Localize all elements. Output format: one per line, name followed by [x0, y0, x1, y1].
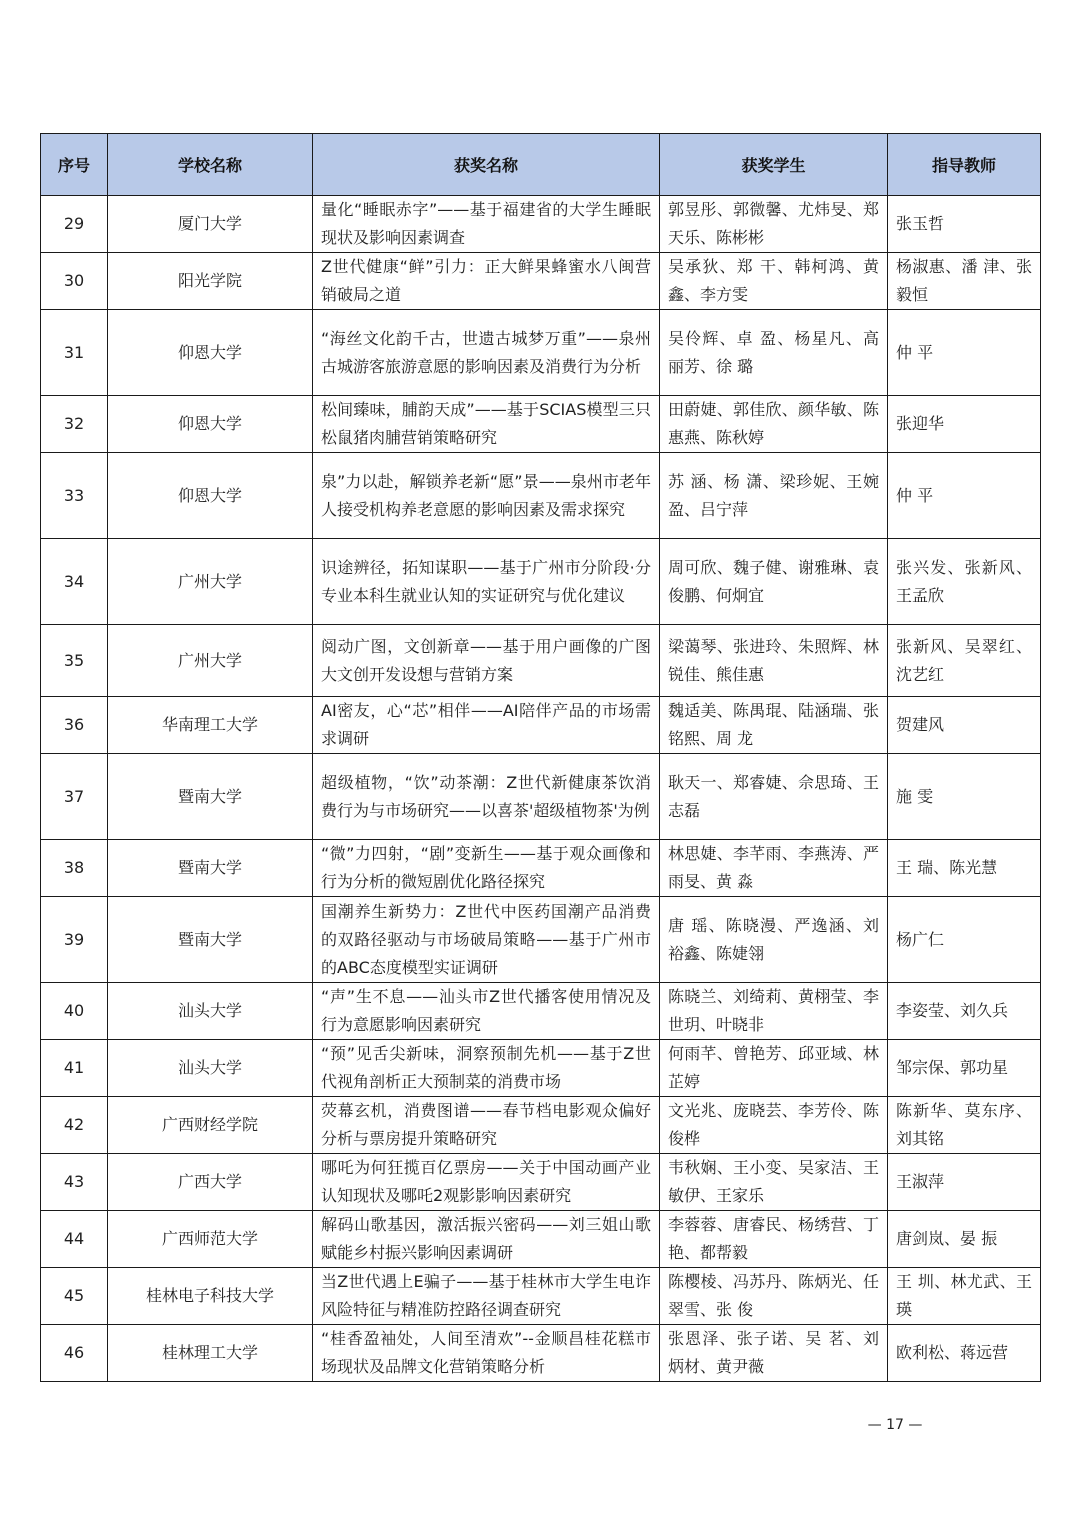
school-name: 桂林理工大学: [108, 1325, 313, 1382]
table-row: [41, 754, 1041, 840]
advisor-names: 唐剑岚、晏 振: [888, 1211, 1041, 1268]
row-number: 32: [41, 396, 108, 453]
row-number: 45: [41, 1268, 108, 1325]
school-name: 暨南大学: [108, 754, 313, 840]
school-name: 广州大学: [108, 539, 313, 625]
awards-table: [40, 133, 1041, 1382]
row-number: 46: [41, 1325, 108, 1382]
table-row: [41, 196, 1041, 253]
school-name: 汕头大学: [108, 983, 313, 1040]
award-students: 田蔚婕、郭佳欣、颜华敏、陈惠燕、陈秋婷: [660, 396, 888, 453]
row-number: 36: [41, 697, 108, 754]
table-row: [41, 697, 1041, 754]
row-number: 38: [41, 840, 108, 897]
table-row: [41, 1268, 1041, 1325]
school-name: 仰恩大学: [108, 453, 313, 539]
award-name: 阅动广图，文创新章——基于用户画像的广图大文创开发设想与营销方案: [313, 625, 660, 697]
row-number: 31: [41, 310, 108, 396]
header-award-students: 获奖学生: [660, 134, 888, 196]
award-students: 林思婕、李芊雨、李燕涛、严雨旻、黄 淼: [660, 840, 888, 897]
award-students: 文光兆、庞晓芸、李芳伶、陈俊桦: [660, 1097, 888, 1154]
table-header-row: [41, 134, 1041, 196]
advisor-names: 张玉哲: [888, 196, 1041, 253]
row-number: 29: [41, 196, 108, 253]
school-name: 华南理工大学: [108, 697, 313, 754]
table-row: [41, 983, 1041, 1040]
advisor-names: 杨广仁: [888, 897, 1041, 983]
advisor-names: 贺建风: [888, 697, 1041, 754]
school-name: 仰恩大学: [108, 310, 313, 396]
table-row: [41, 396, 1041, 453]
award-students: 梁蔼琴、张进玲、朱照辉、林锐佳、熊佳惠: [660, 625, 888, 697]
table-row: [41, 840, 1041, 897]
award-students: 陈晓兰、刘绮莉、黄栩莹、李世玥、叶晓非: [660, 983, 888, 1040]
award-students: 周可欣、魏子健、谢雅琳、袁俊鹏、何炯宜: [660, 539, 888, 625]
award-students: 耿天一、郑睿婕、佘思琦、王志磊: [660, 754, 888, 840]
school-name: 广西大学: [108, 1154, 313, 1211]
table-row: [41, 253, 1041, 310]
table-row: [41, 310, 1041, 396]
table-row: [41, 1154, 1041, 1211]
header-school-name: 学校名称: [108, 134, 313, 196]
advisor-names: 张兴发、张新风、王孟欣: [888, 539, 1041, 625]
school-name: 阳光学院: [108, 253, 313, 310]
award-students: 李蓉蓉、唐睿民、杨绣营、丁 艳、都帮毅: [660, 1211, 888, 1268]
award-name: “海丝文化韵千古，世遗古城梦万重”——泉州古城游客旅游意愿的影响因素及消费行为分析: [313, 310, 660, 396]
row-number: 43: [41, 1154, 108, 1211]
school-name: 汕头大学: [108, 1040, 313, 1097]
award-students: 郭昱彤、郭微馨、尤炜旻、郑天乐、陈彬彬: [660, 196, 888, 253]
award-name: 泉”力以赴，解锁养老新“愿”景——泉州市老年人接受机构养老意愿的影响因素及需求探究: [313, 453, 660, 539]
award-name: 识途辨径，拓知谋职——基于广州市分阶段·分专业本科生就业认知的实证研究与优化建议: [313, 539, 660, 625]
row-number: 39: [41, 897, 108, 983]
advisor-names: 王淑萍: [888, 1154, 1041, 1211]
award-students: 唐 瑶、陈晓漫、严逸涵、刘裕鑫、陈婕翎: [660, 897, 888, 983]
row-number: 34: [41, 539, 108, 625]
table-row: [41, 625, 1041, 697]
school-name: 暨南大学: [108, 897, 313, 983]
advisor-names: 张新风、吴翠红、沈艺红: [888, 625, 1041, 697]
award-name: Z世代健康“鲜”引力：正大鲜果蜂蜜水八闽营销破局之道: [313, 253, 660, 310]
award-name: “微”力四射，“剧”变新生——基于观众画像和行为分析的微短剧优化路径探究: [313, 840, 660, 897]
row-number: 35: [41, 625, 108, 697]
award-name: 哪吒为何狂揽百亿票房——关于中国动画产业认知现状及哪吒2观影影响因素研究: [313, 1154, 660, 1211]
school-name: 广州大学: [108, 625, 313, 697]
award-name: 国潮养生新势力：Z世代中医药国潮产品消费的双路径驱动与市场破局策略——基于广州市的ABC态度模型实证调研: [313, 897, 660, 983]
award-name: 松间臻味，脯韵天成”——基于SCIAS模型三只松鼠猪肉脯营销策略研究: [313, 396, 660, 453]
advisor-names: 李姿莹、刘久兵: [888, 983, 1041, 1040]
award-students: 陈樱棱、冯苏丹、陈炳光、任翠雪、张 俊: [660, 1268, 888, 1325]
row-number: 41: [41, 1040, 108, 1097]
header-serial-number: 序号: [41, 134, 108, 196]
award-name: “桂香盈袖处，人间至清欢”--金顺昌桂花糕市场现状及品牌文化营销策略分析: [313, 1325, 660, 1382]
award-name: 荧幕玄机，消费图谱——春节档电影观众偏好分析与票房提升策略研究: [313, 1097, 660, 1154]
advisor-names: 邹宗保、郭功星: [888, 1040, 1041, 1097]
table-row: [41, 453, 1041, 539]
advisor-names: 仲 平: [888, 310, 1041, 396]
award-students: 张恩泽、张子诺、吴 茗、刘炳材、黄尹薇: [660, 1325, 888, 1382]
advisor-names: 欧利松、蒋远营: [888, 1325, 1041, 1382]
award-name: 超级植物，“饮”动茶潮：Z世代新健康茶饮消费行为与市场研究——以喜茶'超级植物茶'为例: [313, 754, 660, 840]
table-row: [41, 1097, 1041, 1154]
table-row: [41, 1211, 1041, 1268]
row-number: 42: [41, 1097, 108, 1154]
table-row: [41, 897, 1041, 983]
award-students: 吴伶辉、卓 盈、杨星凡、高丽芳、徐 璐: [660, 310, 888, 396]
row-number: 44: [41, 1211, 108, 1268]
school-name: 桂林电子科技大学: [108, 1268, 313, 1325]
advisor-names: 陈新华、莫东序、刘其铭: [888, 1097, 1041, 1154]
row-number: 37: [41, 754, 108, 840]
advisor-names: 仲 平: [888, 453, 1041, 539]
table-row: [41, 539, 1041, 625]
header-advisor: 指导教师: [888, 134, 1041, 196]
row-number: 40: [41, 983, 108, 1040]
award-name: 解码山歌基因，激活振兴密码——刘三姐山歌赋能乡村振兴影响因素调研: [313, 1211, 660, 1268]
award-name: AI密友，心“芯”相伴——AI陪伴产品的市场需求调研: [313, 697, 660, 754]
advisor-names: 王 瑞、陈光慧: [888, 840, 1041, 897]
award-name: “预”见舌尖新味，洞察预制先机——基于Z世代视角剖析正大预制菜的消费市场: [313, 1040, 660, 1097]
school-name: 广西师范大学: [108, 1211, 313, 1268]
advisor-names: 张迎华: [888, 396, 1041, 453]
advisor-names: 杨淑惠、潘 津、张毅恒: [888, 253, 1041, 310]
advisor-names: 施 雯: [888, 754, 1041, 840]
row-number: 30: [41, 253, 108, 310]
award-name: “声”生不息——汕头市Z世代播客使用情况及行为意愿影响因素研究: [313, 983, 660, 1040]
table-body: [41, 196, 1041, 1382]
award-students: 苏 涵、杨 潇、梁珍妮、王婉盈、吕宁萍: [660, 453, 888, 539]
school-name: 暨南大学: [108, 840, 313, 897]
table-row: [41, 1325, 1041, 1382]
school-name: 仰恩大学: [108, 396, 313, 453]
school-name: 广西财经学院: [108, 1097, 313, 1154]
award-name: 当Z世代遇上E骗子——基于桂林市大学生电诈风险特征与精准防控路径调查研究: [313, 1268, 660, 1325]
page-number: — 17 —: [867, 1417, 923, 1433]
table-row: [41, 1040, 1041, 1097]
header-award-name: 获奖名称: [313, 134, 660, 196]
row-number: 33: [41, 453, 108, 539]
award-students: 何雨芊、曾艳芳、邱亚域、林芷婷: [660, 1040, 888, 1097]
award-students: 吴承狄、郑 干、韩柯鸿、黄 鑫、李方雯: [660, 253, 888, 310]
award-name: 量化“睡眠赤字”——基于福建省的大学生睡眠现状及影响因素调查: [313, 196, 660, 253]
award-students: 韦秋娴、王小变、吴家洁、王敏伊、王家乐: [660, 1154, 888, 1211]
advisor-names: 王 圳、林尤武、王 瑛: [888, 1268, 1041, 1325]
award-students: 魏适美、陈禺琨、陆涵瑞、张铭熙、周 龙: [660, 697, 888, 754]
school-name: 厦门大学: [108, 196, 313, 253]
